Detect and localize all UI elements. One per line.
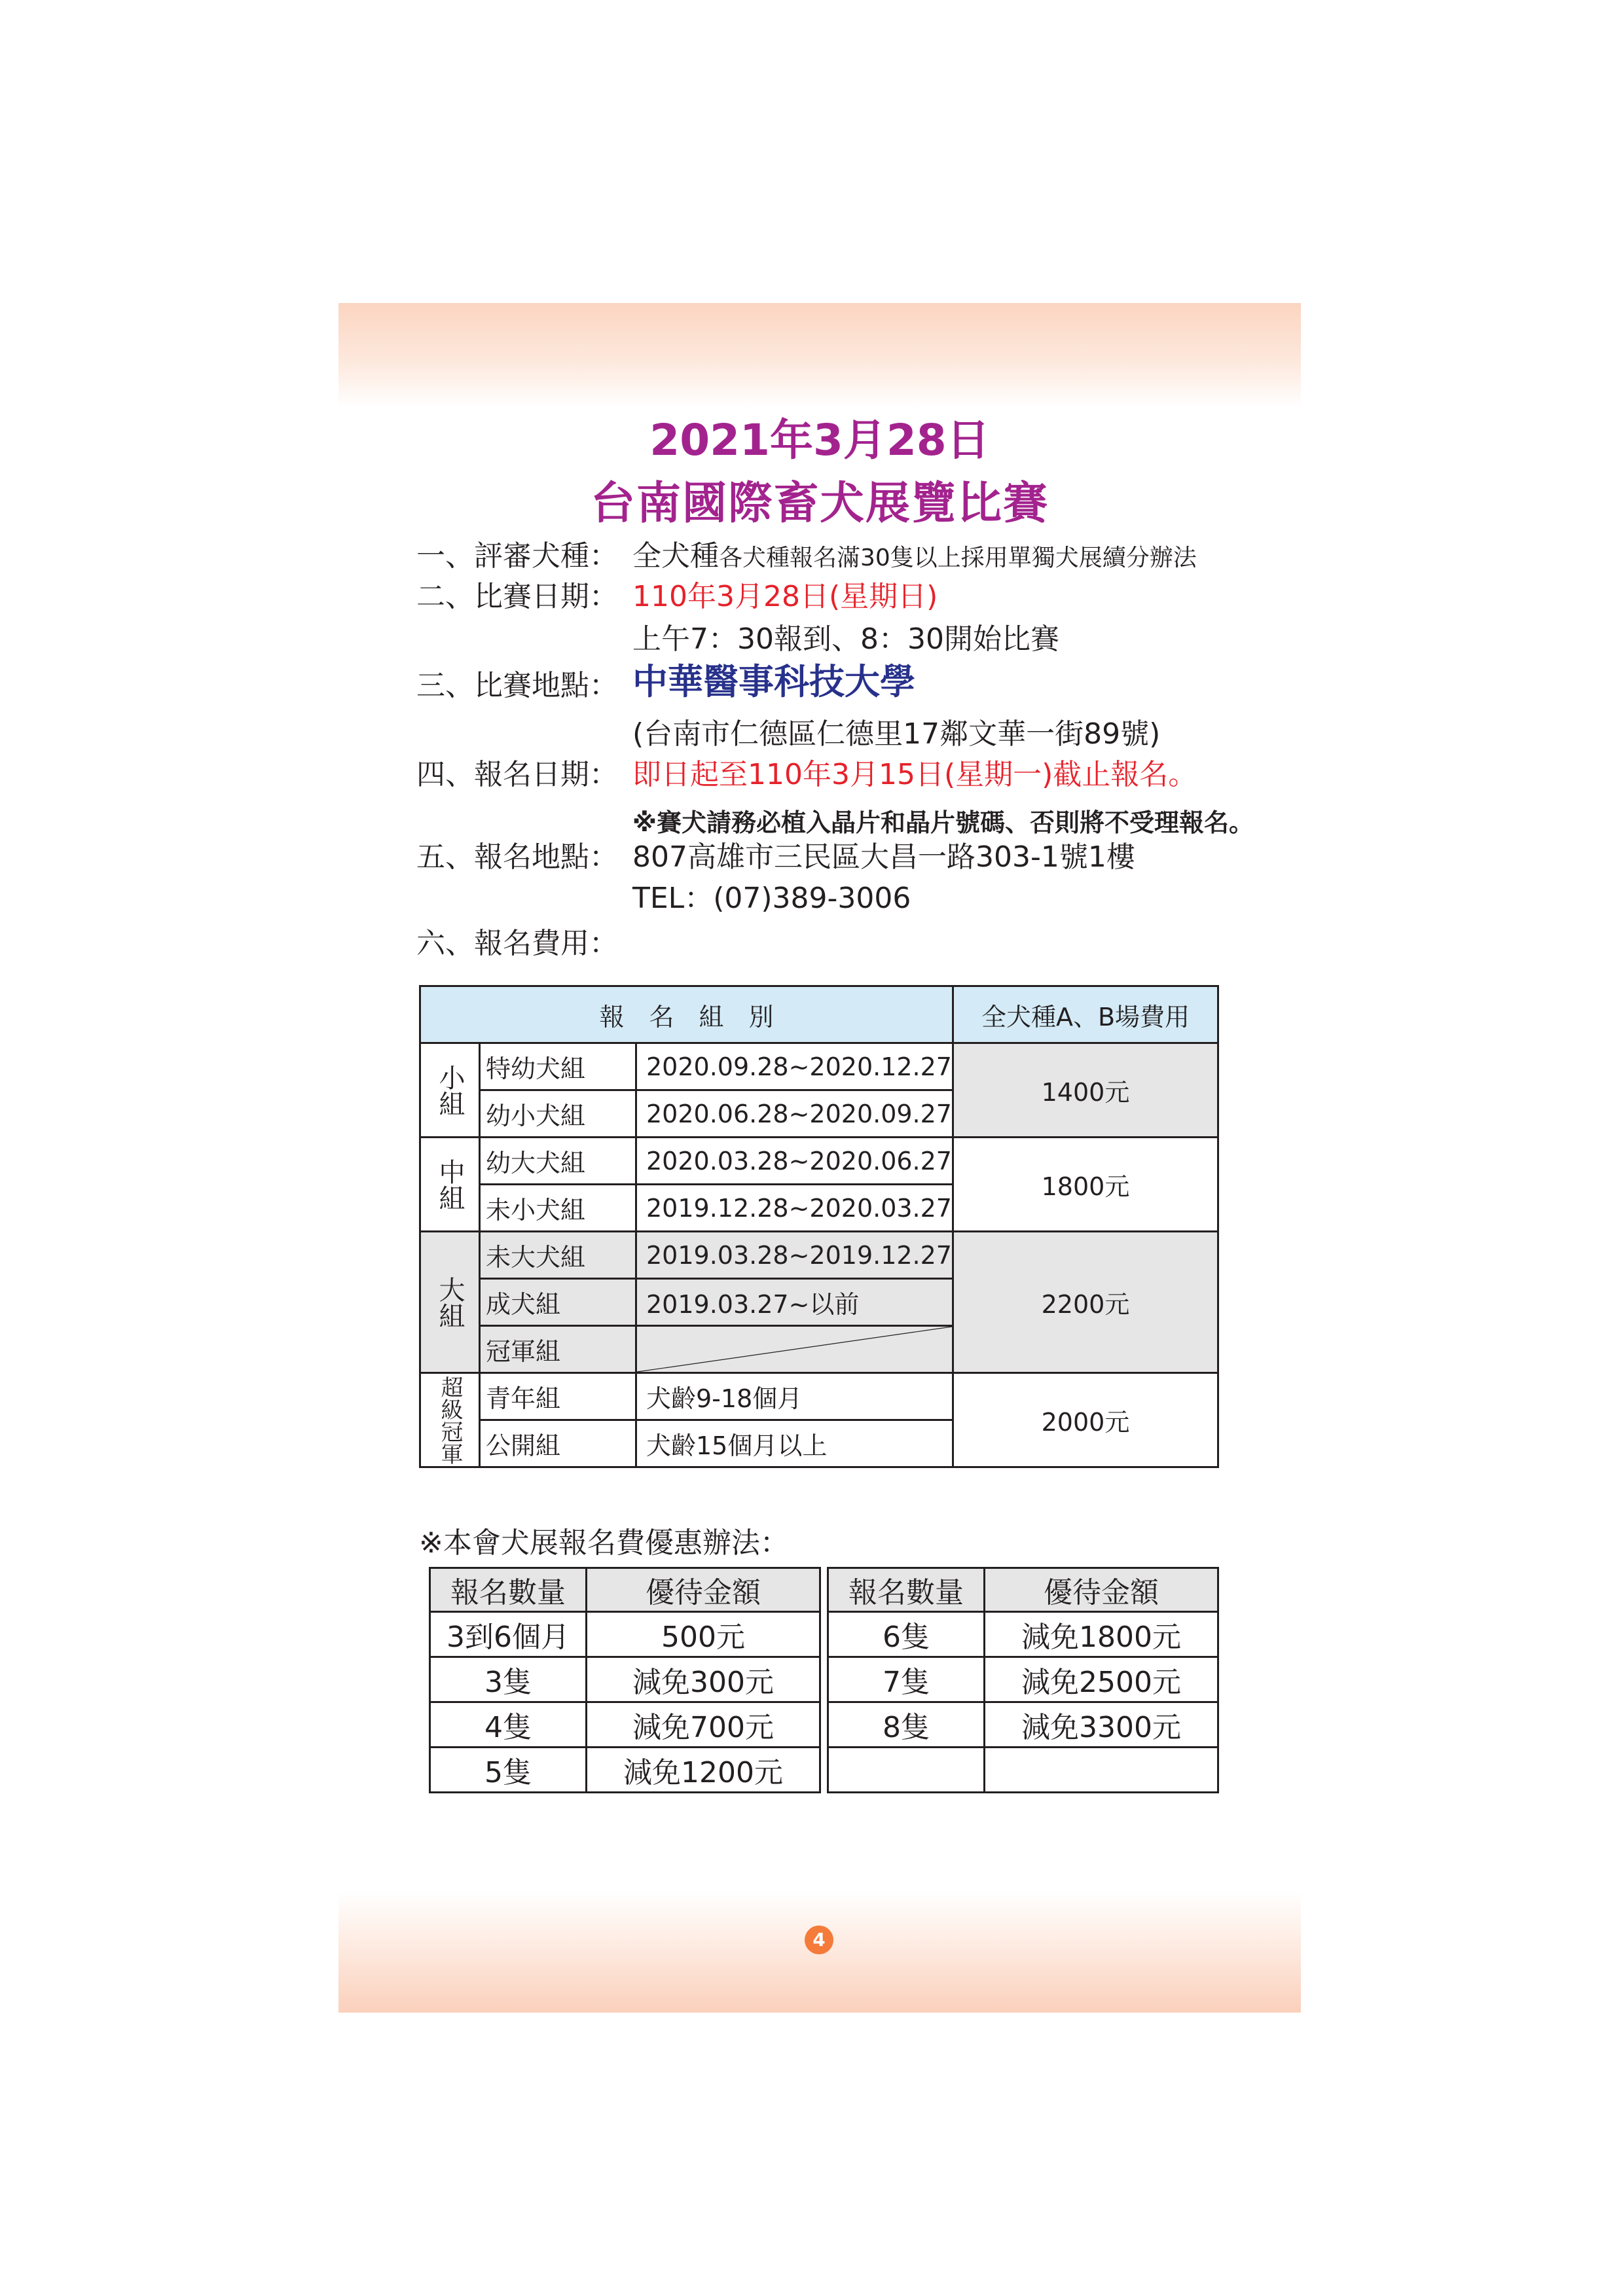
fee-price: 1800元 <box>953 1138 1218 1232</box>
fee-group-name: 中組 <box>420 1138 480 1232</box>
table-row <box>430 1748 820 1793</box>
discount-title: ※本會犬展報名費優惠辦法： <box>419 1526 789 1560</box>
fee-class: 青年組 <box>480 1373 636 1420</box>
fee-group-name: 小組 <box>420 1043 480 1138</box>
info-reg-place-label: 五、報名地點： <box>416 840 618 874</box>
info-chip-note: ※賽犬請務必植入晶片和晶片號碼、否則將不受理報名。 <box>632 808 1254 837</box>
fee-class: 公開組 <box>480 1420 636 1467</box>
info-date <box>416 577 938 617</box>
info-breed-note: 各犬種報名滿30隻以上採用單獨犬展續分辦法 <box>719 545 1197 571</box>
fee-class: 未小犬組 <box>480 1185 636 1232</box>
fee-group-name: 大組 <box>420 1232 480 1373</box>
discount-qty: 6隻 <box>828 1612 985 1657</box>
fee-table <box>419 985 1219 1468</box>
fee-price: 1400元 <box>953 1043 1218 1138</box>
info-fee <box>416 924 632 963</box>
info-date-label: 二、比賽日期： <box>416 580 618 613</box>
discount-table-left <box>429 1567 821 1793</box>
fee-range: 2019.12.28~2020.03.27 <box>636 1185 953 1232</box>
discount-amount <box>985 1748 1218 1793</box>
fee-range: 2020.06.28~2020.09.27 <box>636 1090 953 1138</box>
discount-amount: 減免1200元 <box>587 1748 820 1793</box>
discount-qty: 7隻 <box>828 1657 985 1702</box>
info-date-value: 110年3月28日(星期日) <box>632 580 938 613</box>
discount-amount: 減免3300元 <box>985 1702 1218 1748</box>
fee-class: 未大犬組 <box>480 1232 636 1279</box>
fee-class: 冠軍組 <box>480 1326 636 1373</box>
table-row <box>430 1702 820 1748</box>
discount-qty <box>828 1748 985 1793</box>
discount-head-qty: 報名數量 <box>430 1568 587 1612</box>
fee-class: 幼大犬組 <box>480 1138 636 1185</box>
fee-class: 成犬組 <box>480 1279 636 1326</box>
fee-range: 犬齡9-18個月 <box>636 1373 953 1420</box>
info-reg-place-value: 807高雄市三民區大昌一路303-1號1樓 <box>632 840 1135 874</box>
table-row <box>828 1612 1218 1657</box>
fee-class: 幼小犬組 <box>480 1090 636 1138</box>
info-breed <box>416 537 1197 576</box>
fee-range: 犬齡15個月以上 <box>636 1420 953 1467</box>
fee-range-empty <box>636 1326 953 1373</box>
page-number: 4 <box>805 1926 833 1954</box>
fee-table-header <box>420 986 1218 1043</box>
info-reg-date-value: 即日起至110年3月15日(星期一)截止報名。 <box>632 758 1197 791</box>
discount-head-qty: 報名數量 <box>828 1568 985 1612</box>
discount-qty: 5隻 <box>430 1748 587 1793</box>
discount-amount: 減免700元 <box>587 1702 820 1748</box>
discount-header <box>430 1568 820 1612</box>
fee-range: 2019.03.28~2019.12.27 <box>636 1232 953 1279</box>
title-date: 2021年3月28日 <box>649 415 990 465</box>
info-reg-date <box>416 755 1197 795</box>
table-row <box>828 1702 1218 1748</box>
fee-class: 特幼犬組 <box>480 1043 636 1090</box>
info-venue-name: 中華醫事科技大學 <box>632 661 915 702</box>
table-row <box>828 1748 1218 1793</box>
fee-head-fee: 全犬種A、B場費用 <box>953 986 1218 1043</box>
discount-qty: 4隻 <box>430 1702 587 1748</box>
table-row <box>420 1232 1218 1279</box>
title-event: 台南國際畜犬展覽比賽 <box>590 478 1049 529</box>
discount-amount: 減免1800元 <box>985 1612 1218 1657</box>
diagonal-line <box>637 1327 952 1372</box>
header-band <box>338 303 1301 408</box>
discount-qty: 3隻 <box>430 1657 587 1702</box>
table-row <box>420 1043 1218 1090</box>
fee-range: 2020.03.28~2020.06.27 <box>636 1138 953 1185</box>
fee-price: 2000元 <box>953 1373 1218 1467</box>
info-date-time: 上午7：30報到、8：30開始比賽 <box>632 622 1059 656</box>
table-row <box>828 1657 1218 1702</box>
fee-head-group: 報 名 組 別 <box>420 986 953 1043</box>
discount-amount: 500元 <box>587 1612 820 1657</box>
discount-header <box>828 1568 1218 1612</box>
info-breed-label: 一、評審犬種： <box>416 539 618 573</box>
table-row <box>430 1657 820 1702</box>
info-reg-date-label: 四、報名日期： <box>416 758 618 791</box>
info-reg-place <box>416 838 1135 877</box>
discount-amount: 減免300元 <box>587 1657 820 1702</box>
discount-head-amount: 優待金額 <box>985 1568 1218 1612</box>
fee-price: 2200元 <box>953 1232 1218 1373</box>
info-breed-value: 全犬種 <box>632 539 719 573</box>
discount-amount: 減免2500元 <box>985 1657 1218 1702</box>
info-venue-label: 三、比賽地點： <box>416 669 618 702</box>
info-tel: TEL：(07)389-3006 <box>632 882 911 915</box>
fee-group-name: 超級冠軍 <box>420 1373 480 1467</box>
fee-range: 2019.03.27~以前 <box>636 1279 953 1326</box>
info-fee-label: 六、報名費用： <box>416 927 618 960</box>
info-venue-address: (台南市仁德區仁德里17鄰文華一街89號) <box>632 717 1161 751</box>
discount-table-right <box>827 1567 1219 1793</box>
discount-head-amount: 優待金額 <box>587 1568 820 1612</box>
table-row <box>430 1612 820 1657</box>
discount-qty: 3到6個月 <box>430 1612 587 1657</box>
info-venue <box>416 661 915 706</box>
table-row <box>420 1138 1218 1185</box>
fee-range: 2020.09.28~2020.12.27 <box>636 1043 953 1090</box>
table-row <box>420 1373 1218 1420</box>
discount-qty: 8隻 <box>828 1702 985 1748</box>
